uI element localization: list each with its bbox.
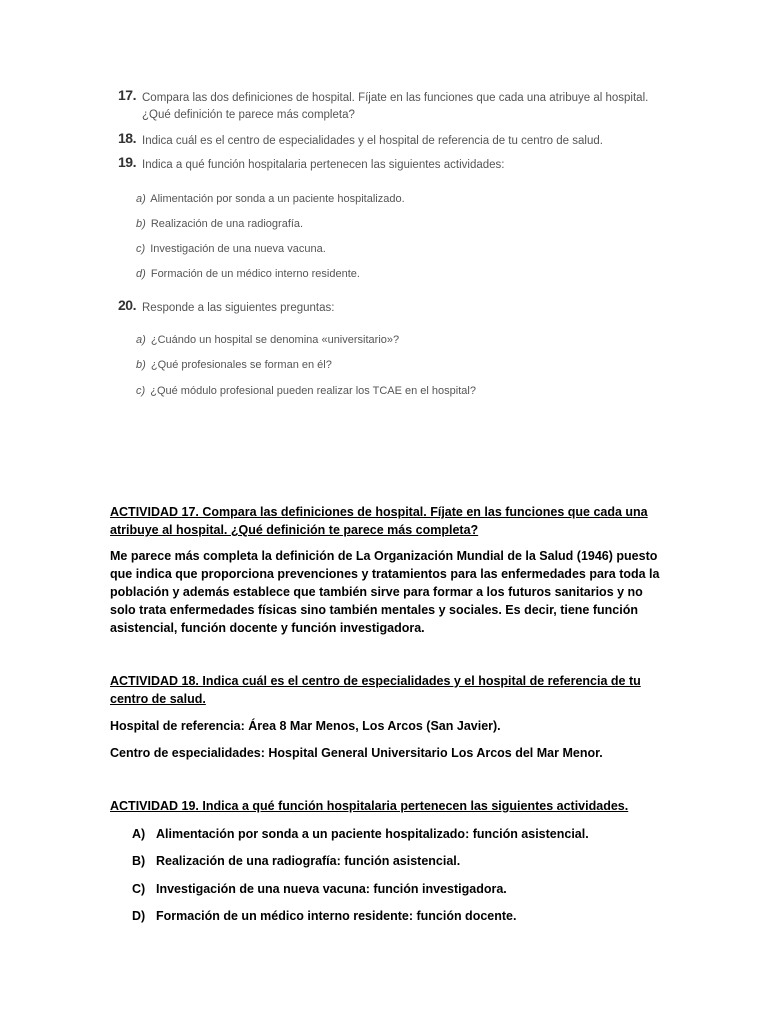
activity-17-answer: Me parece más completa la definición de La Organización Mundial de la Salud (1946) puesto que indica que proporciona prevenciones y tratamientos para las enfermedades para toda la población y además establece que también sirve para formar a los futuros sanitarios y no solo trata enfermedades físicas sino también mentales y sociales. Es decir, tiene función asistencial, función docente y función investigadora. xyxy=(110,549,660,635)
item-letter: a) xyxy=(136,334,146,346)
item-letter: b) xyxy=(136,218,146,230)
item-text: ¿Qué módulo profesional pueden realizar los TCAE en el hospital? xyxy=(150,385,476,397)
list-marker: B) xyxy=(132,854,146,868)
activity-18-reference-hospital: Hospital de referencia: Área 8 Mar Menos, Los Arcos (San Javier). xyxy=(110,719,501,733)
activity-19-item xyxy=(132,852,460,870)
activity-19-item xyxy=(132,825,589,843)
question-19-item xyxy=(136,242,326,256)
question-20-item xyxy=(136,333,399,347)
item-text: ¿Cuándo un hospital se denomina «universitario»? xyxy=(150,334,400,346)
activity-17-heading: ACTIVIDAD 17. Compara las definiciones de hospital. Fíjate en las funciones que cada una atribuye al hospital. ¿Qué definición te parece más completa? xyxy=(110,505,648,537)
list-item-text: Formación de un médico interno residente: función docente. xyxy=(156,909,517,923)
question-text: Indica a qué función hospitalaria pertenecen las siguientes actividades: xyxy=(142,159,505,171)
activity-19-item xyxy=(132,880,507,898)
question-19-item xyxy=(136,192,405,206)
activity-19-item xyxy=(132,907,516,925)
question-19-item xyxy=(136,217,303,231)
question-18 xyxy=(118,130,678,151)
item-text: Formación de un médico interno residente. xyxy=(150,268,360,280)
item-text: ¿Qué profesionales se forman en él? xyxy=(150,359,332,371)
item-letter: c) xyxy=(136,385,146,397)
question-20-item xyxy=(136,358,332,372)
question-text: Indica cuál es el centro de especialidades y el hospital de referencia de tu centro de salud. xyxy=(142,135,603,147)
list-marker: D) xyxy=(132,909,146,923)
question-text: Compara las dos definiciones de hospital. Fíjate en las funciones que cada una atribuye al hospital. ¿Qué definición te parece más completa? xyxy=(142,92,649,121)
list-marker: C) xyxy=(132,882,146,896)
activity-19-heading: ACTIVIDAD 19. Indica a qué función hospitalaria pertenecen las siguientes actividades. xyxy=(110,799,629,813)
list-marker: A) xyxy=(132,827,146,841)
question-text: Responde a las siguientes preguntas: xyxy=(142,302,335,314)
list-item-text: Alimentación por sonda a un paciente hospitalizado: función asistencial. xyxy=(156,827,589,841)
question-number: 17. xyxy=(118,87,136,103)
item-letter: a) xyxy=(136,193,146,205)
item-letter: d) xyxy=(136,268,146,280)
list-item-text: Realización de una radiografía: función asistencial. xyxy=(156,854,461,868)
item-text: Realización de una radiografía. xyxy=(150,218,304,230)
question-number: 18. xyxy=(118,130,136,146)
question-19-item xyxy=(136,267,360,281)
item-text: Investigación de una nueva vacuna. xyxy=(150,243,326,255)
list-item-text: Investigación de una nueva vacuna: función investigadora. xyxy=(156,882,507,896)
question-number: 19. xyxy=(118,154,136,170)
item-text: Alimentación por sonda a un paciente hospitalizado. xyxy=(150,193,405,205)
item-letter: c) xyxy=(136,243,146,255)
item-letter: b) xyxy=(136,359,146,371)
question-20 xyxy=(118,297,678,318)
question-17 xyxy=(118,87,678,126)
question-number: 20. xyxy=(118,297,136,313)
question-19 xyxy=(118,154,678,175)
activity-18-heading: ACTIVIDAD 18. Indica cuál es el centro de especialidades y el hospital de referencia de tu centro de salud. xyxy=(110,674,641,706)
question-20-item xyxy=(136,384,476,398)
activity-18-specialty-center: Centro de especialidades: Hospital General Universitario Los Arcos del Mar Menor. xyxy=(110,746,603,760)
